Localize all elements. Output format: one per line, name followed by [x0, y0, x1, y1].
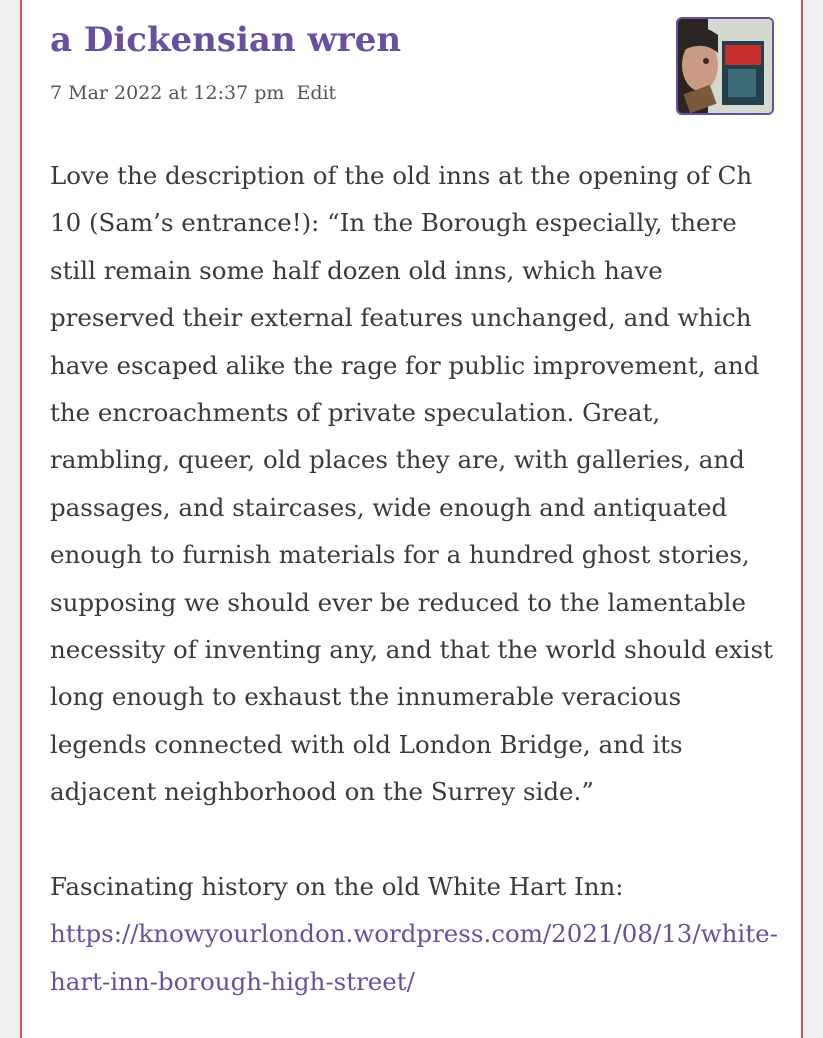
- comment-body: [50, 152, 785, 1005]
- external-link[interactable]: https://knowyourlondon.wordpress.com/2021/08/13/white-hart-inn-borough-high-street/: [50, 919, 778, 996]
- comment-meta: [50, 82, 336, 104]
- comment-paragraph: Love the description of the old inns at the opening of Ch 10 (Sam’s entrance!): “In the Borough especially, there still remain some half dozen old inns, which have preserved their external features unchanged, and which have escaped alike the rage for public improvement, and the encroachments of private speculation. Great, rambling, queer, old places they are, with galleries, and passages, and staircases, wide enough and antiquated enough to furnish materials for a hundred ghost stories, supposing we should ever be reduced to the lamentable necessity of inventing any, and that the world should exist long enough to exhaust the innumerable veracious legends connected with old London Bridge, and its adjacent neighborhood on the Surrey side.”: [50, 161, 773, 807]
- avatar[interactable]: [676, 17, 774, 115]
- avatar-photo-icon: [678, 19, 772, 113]
- comment-author[interactable]: a Dickensian wren: [50, 20, 402, 60]
- comment-paragraph: [50, 863, 785, 1005]
- comment-card: [20, 0, 803, 1038]
- comment-date[interactable]: 7 Mar 2022 at 12:37 pm: [50, 82, 285, 104]
- edit-link[interactable]: Edit: [296, 82, 337, 104]
- comment-paragraph-text: Fascinating history on the old White Hart Inn:: [50, 871, 624, 901]
